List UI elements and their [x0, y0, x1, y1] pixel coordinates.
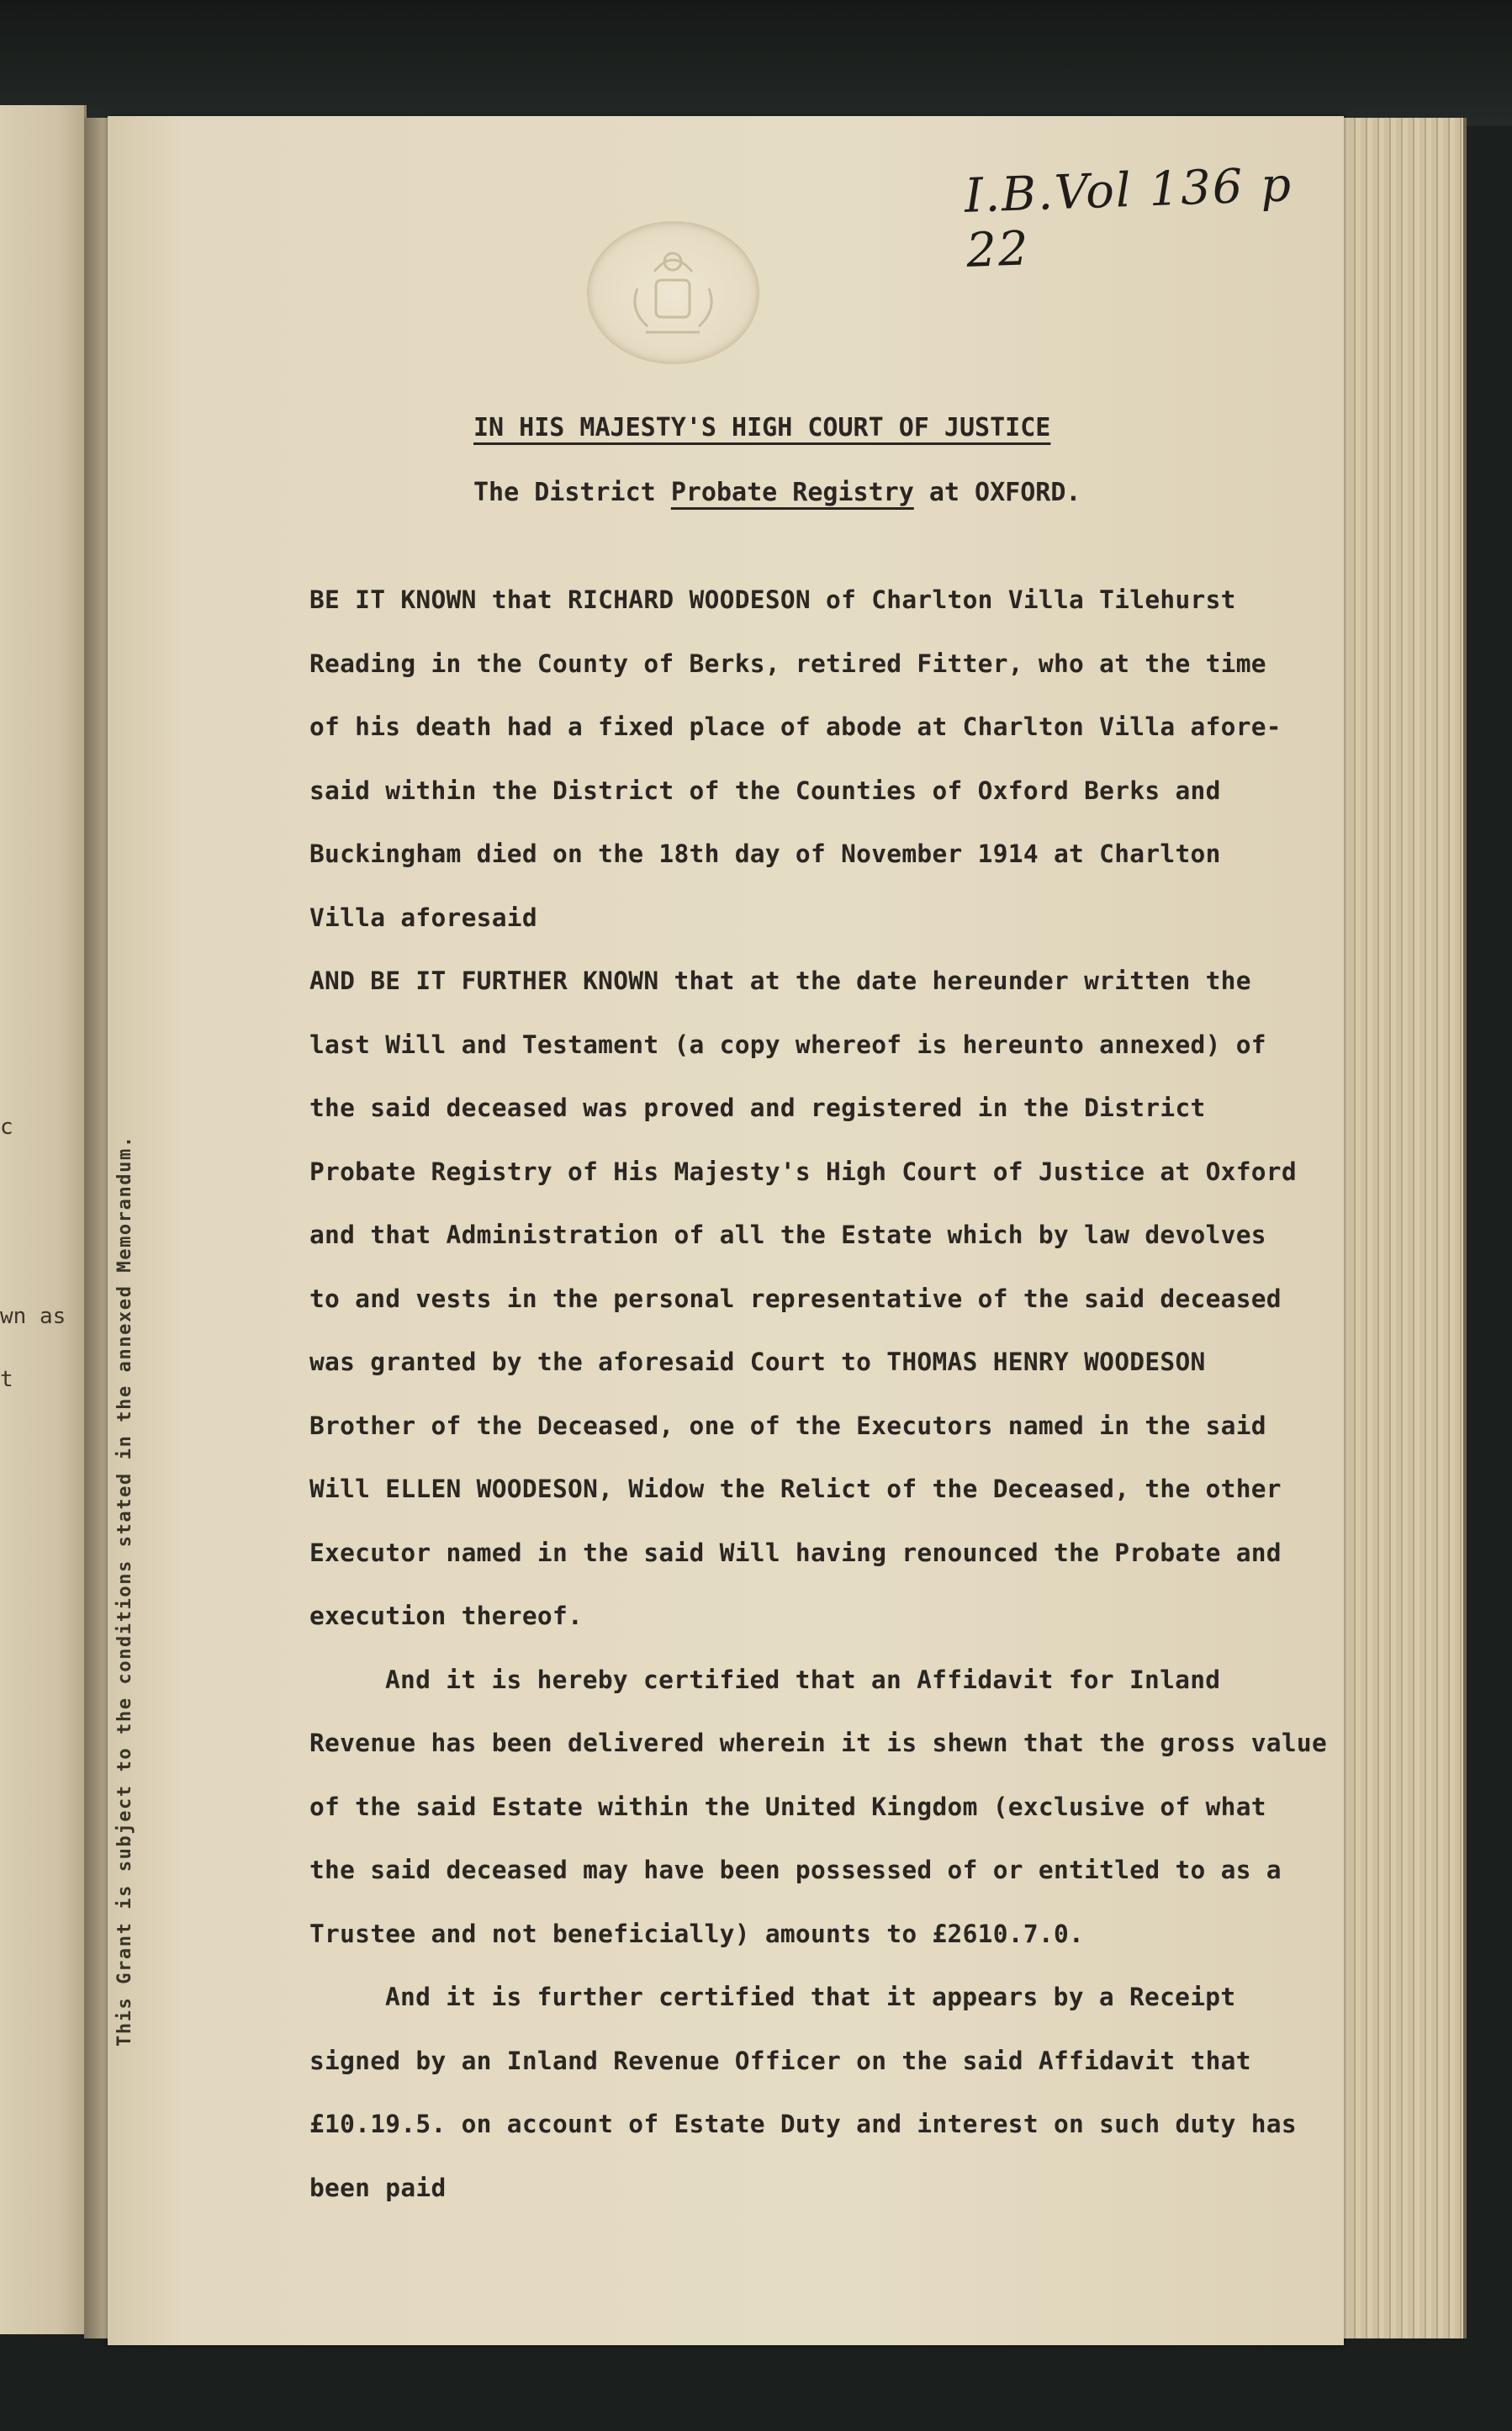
text-line: Brother of the Deceased, one of the Executors named in the said: [309, 1411, 1266, 1440]
margin-memorandum-note: This Grant is subject to the conditions stated in the annexed Memorandum.: [114, 1135, 135, 2047]
embossed-seal-icon: [587, 221, 759, 364]
book-binding: [0, 0, 1512, 126]
grant-body: [309, 569, 1436, 2220]
text-line: AND BE IT FURTHER KNOWN that at the date hereunder written the: [309, 967, 1251, 995]
document-subheading: [473, 478, 1081, 507]
text-line: Will ELLEN WOODESON, Widow the Relict of the Deceased, the other: [309, 1475, 1282, 1503]
left-page-fragment: wn as: [0, 1304, 66, 1329]
text-line: Executor named in the said Will having renounced the Probate and: [309, 1538, 1282, 1567]
text-line: of the said Estate within the United Kingdom (exclusive of what: [309, 1792, 1266, 1821]
text-line: of his death had a fixed place of abode at Charlton Villa afore-: [309, 712, 1282, 741]
left-page-fragment: t: [0, 1367, 13, 1392]
text-line: the said deceased may have been possessed of or entitled to as a: [309, 1856, 1282, 1884]
book-gutter: [84, 118, 108, 2338]
text-line: last Will and Testament (a copy whereof is hereunto annexed) of: [309, 1030, 1266, 1059]
text-line: And it is hereby certified that an Affidavit for Inland: [385, 1665, 1221, 1694]
text-line: to and vests in the personal representative of the said deceased: [309, 1284, 1282, 1313]
text-line: BE IT KNOWN that RICHARD WOODESON of Charlton Villa Tilehurst: [309, 585, 1236, 614]
text-line: signed by an Inland Revenue Officer on the said Affidavit that: [309, 2046, 1251, 2075]
text-line: £10.19.5. on account of Estate Duty and interest on such duty has: [309, 2110, 1297, 2138]
handwritten-reference: I.B.Vol 136 p 22: [963, 157, 1294, 278]
text-line: the said deceased was proved and registered in the District: [309, 1094, 1206, 1122]
text-line: Trustee and not beneficially) amounts to £2610.7.0.: [309, 1919, 1085, 1948]
text-line: and that Administration of all the Estate which by law devolves: [309, 1221, 1266, 1249]
left-page-fragment: c: [0, 1115, 13, 1140]
text-line: been paid: [309, 2173, 447, 2202]
text-line: Villa aforesaid: [309, 903, 537, 932]
document-heading: IN HIS MAJESTY'S HIGH COURT OF JUSTICE: [473, 413, 1051, 442]
subheading-underlined: Probate Registry: [670, 478, 914, 507]
text-line: said within the District of the Counties of Oxford Berks and: [309, 776, 1221, 805]
text-line: Probate Registry of His Majesty's High Court of Justice at Oxford: [309, 1157, 1297, 1186]
text-line: Revenue has been delivered wherein it is shewn that the gross value: [309, 1729, 1328, 1757]
left-page-edge: [0, 105, 87, 2334]
text-line: Buckingham died on the 18th day of November 1914 at Charlton: [309, 839, 1221, 868]
text-line: Reading in the County of Berks, retired Fitter, who at the time: [309, 649, 1266, 678]
subheading-part: The District: [473, 478, 671, 507]
text-line: execution thereof.: [309, 1602, 584, 1630]
document-page: [108, 116, 1344, 2345]
subheading-part: at OXFORD.: [913, 478, 1081, 507]
text-line: And it is further certified that it appears by a Receipt: [385, 1983, 1236, 2011]
text-line: was granted by the aforesaid Court to THOMAS HENRY WOODESON: [309, 1348, 1206, 1376]
